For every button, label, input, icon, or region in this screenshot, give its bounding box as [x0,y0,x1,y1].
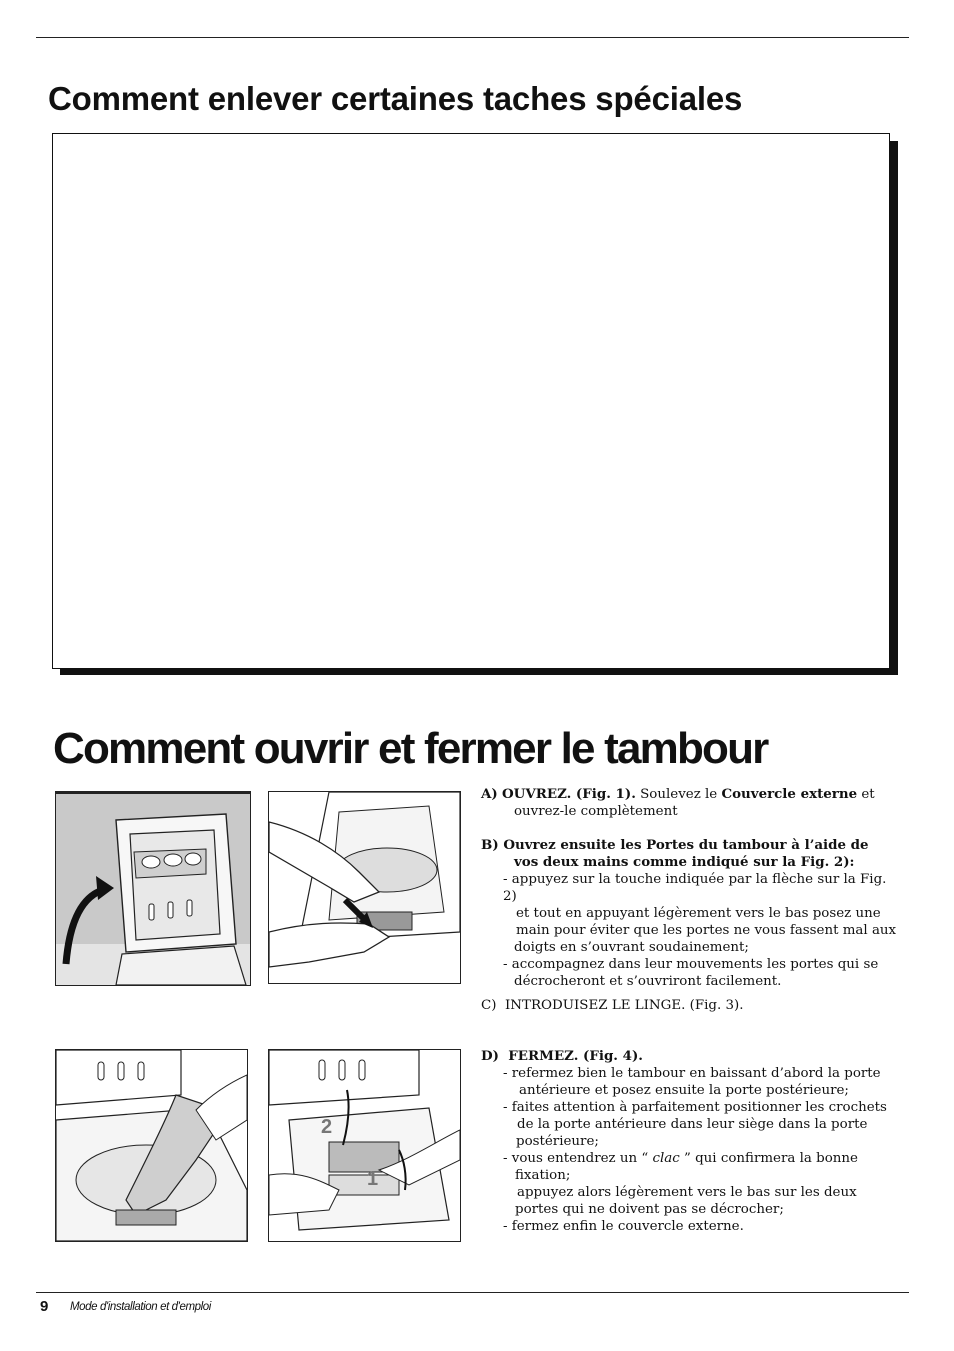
step-d-bullet-2-line-2: de la porte antérieure dans leur siège dans la porte [517,1117,868,1132]
step-a-text: Soulevez le [635,787,722,802]
step-a-text2: et [857,787,875,802]
step-b-bullet-1-line-1: - appuyez sur la touche indiquée par la flèche sur la Fig. 2) [503,872,887,904]
figure-4-close-drum [268,1049,461,1242]
step-d [481,1048,901,1235]
step-b-bullet-1-line-3: main pour éviter que les portes ne vous fassent mal aux [516,923,897,938]
figure-2-open-drum-doors [268,791,461,984]
step-b-heading-2: vos deux mains comme indiqué sur la Fig. 2): [514,854,855,870]
section-title-stains: Comment enlever certaines taches spéciales [48,80,743,117]
step-d-bullet-4: - fermez enfin le couvercle externe. [503,1219,744,1234]
step-d-letter: D) [481,1048,499,1064]
step-d-bullet-3-post: ” qui confirmera la bonne [679,1151,858,1166]
step-d-bullet-2-line-3: postérieure; [516,1134,599,1149]
step-d-bullet-3-line-4: portes qui ne doivent pas se décrocher; [515,1202,784,1217]
step-d-clac: clac [652,1151,680,1166]
step-b-letter: B) [481,837,499,853]
step-c-heading: INTRODUISEZ LE LINGE. (Fig. 3). [505,998,744,1013]
bottom-rule [36,1292,909,1293]
top-rule [36,37,909,38]
figure-3-load-laundry [55,1049,248,1242]
step-d-heading: FERMEZ. (Fig. 4). [508,1048,643,1064]
figure-4-label-1: 1 [367,1168,379,1190]
step-d-bullet-1-line-2: antérieure et posez ensuite la porte postérieure; [519,1083,849,1098]
figure-4-label-2: 2 [321,1116,333,1138]
stains-content-box [52,133,890,669]
section-title-drum: Comment ouvrir et fermer le tambour [53,724,768,773]
step-b-bullet-1-line-2: et tout en appuyant légèrement vers le bas posez une [516,906,881,921]
step-b-bullet-1-line-4: doigts en s’ouvrant soudainement; [514,940,749,955]
step-a-line2: ouvrez-le complètement [514,804,678,819]
step-c [481,997,901,1014]
step-d-bullet-1-line-1: - refermez bien le tambour en baissant d’abord la porte [503,1066,881,1081]
step-a-heading: OUVREZ. (Fig. 1). [502,786,636,802]
footer-doc-title: Mode d'installation et d'emploi [70,1301,211,1313]
page-number: 9 [40,1298,49,1315]
step-d-bullet-3-pre: - vous entendrez un “ [503,1151,653,1166]
step-a-letter: A) [481,786,498,802]
step-b-heading-1: Ouvrez ensuite les Portes du tambour à l’aide de [503,837,869,853]
step-d-bullet-2-line-1: - faites attention à parfaitement positionner les crochets [503,1100,887,1115]
figure-1-open-lid [55,791,251,986]
step-b-bullet-2-line-2: décrocheront et s’ouvriront facilement. [514,974,782,989]
step-d-bullet-3-line-2: fixation; [515,1168,571,1183]
step-d-bullet-3-line-3: appuyez alors légèrement vers le bas sur les deux [517,1185,857,1200]
step-a-bold: Couvercle externe [721,786,858,802]
step-b-bullet-2-line-1: - accompagnez dans leur mouvements les portes qui se [503,957,879,972]
step-c-letter: C) [481,998,497,1013]
step-b [481,837,901,990]
step-a [481,786,901,820]
